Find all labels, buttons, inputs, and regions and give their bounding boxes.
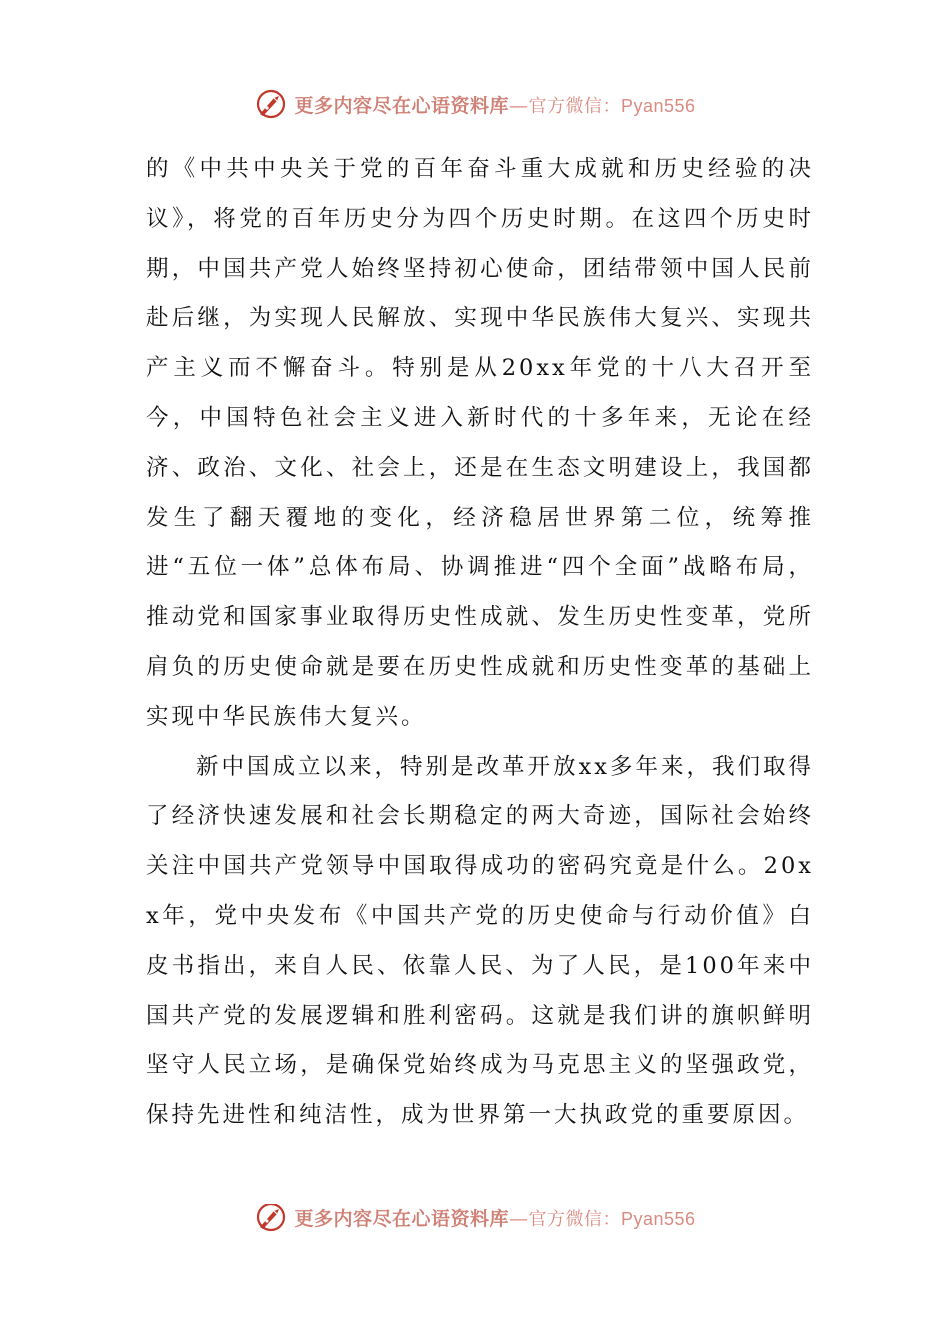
page-header	[0, 84, 950, 124]
footer-wechat: 官方微信：Pyan556	[528, 1208, 696, 1229]
header-watermark	[254, 87, 695, 121]
paragraph-2: 新中国成立以来，特别是改革开放xx多年来，我们取得了经济快速发展和社会长期稳定的两大奇迹，国际社会始终关注中国共产党领导中国取得成功的密码究竟是什么。20xx年，党中央发布《中国共产党的历史使命与行动价值》白皮书指出，来自人民、依靠人民、为了人民，是100年来中国共产党的发展逻辑和胜利密码。这就是我们讲的旗帜鲜明坚守人民立场，是确保党始终成为马克思主义的坚强政党，保持先进性和纯洁性，成为世界第一大执政党的重要原因。	[146, 753, 814, 1129]
footer-text	[294, 1204, 695, 1231]
header-wechat: 官方微信：Pyan556	[528, 95, 696, 116]
header-separator: —	[508, 94, 529, 117]
page-footer	[0, 1204, 950, 1238]
paragraph-1: 的《中共中央关于党的百年奋斗重大成就和历史经验的决议》，将党的百年历史分为四个历史时期。在这四个历史时期，中国共产党人始终坚持初心使命，团结带领中国人民前赴后继，为实现人民解放、实现中华民族伟大复兴、实现共产主义而不懈奋斗。特别是从20xx年党的十八大召开至今，中国特色社会主义进入新时代的十多年来，无论在经济、政治、文化、社会上，还是在生态文明建设上，我国都发生了翻天覆地的变化，经济稳居世界第二位，统筹推进“五位一体”总体布局、协调推进“四个全面”战略布局，推动党和国家事业取得历史性成就、发生历史性变革，党所肩负的历史使命就是要在历史性成就和历史性变革的基础上实现中华民族伟大复兴。	[146, 156, 814, 730]
pen-nib-logo-icon	[254, 87, 288, 121]
footer-watermark	[254, 1204, 695, 1234]
header-brand: 更多内容尽在心语资料库	[294, 94, 509, 117]
footer-brand: 更多内容尽在心语资料库	[294, 1207, 509, 1230]
footer-separator: —	[508, 1207, 529, 1230]
document-body	[146, 145, 814, 1141]
header-text	[294, 91, 695, 118]
pen-nib-logo-icon	[254, 1204, 288, 1234]
